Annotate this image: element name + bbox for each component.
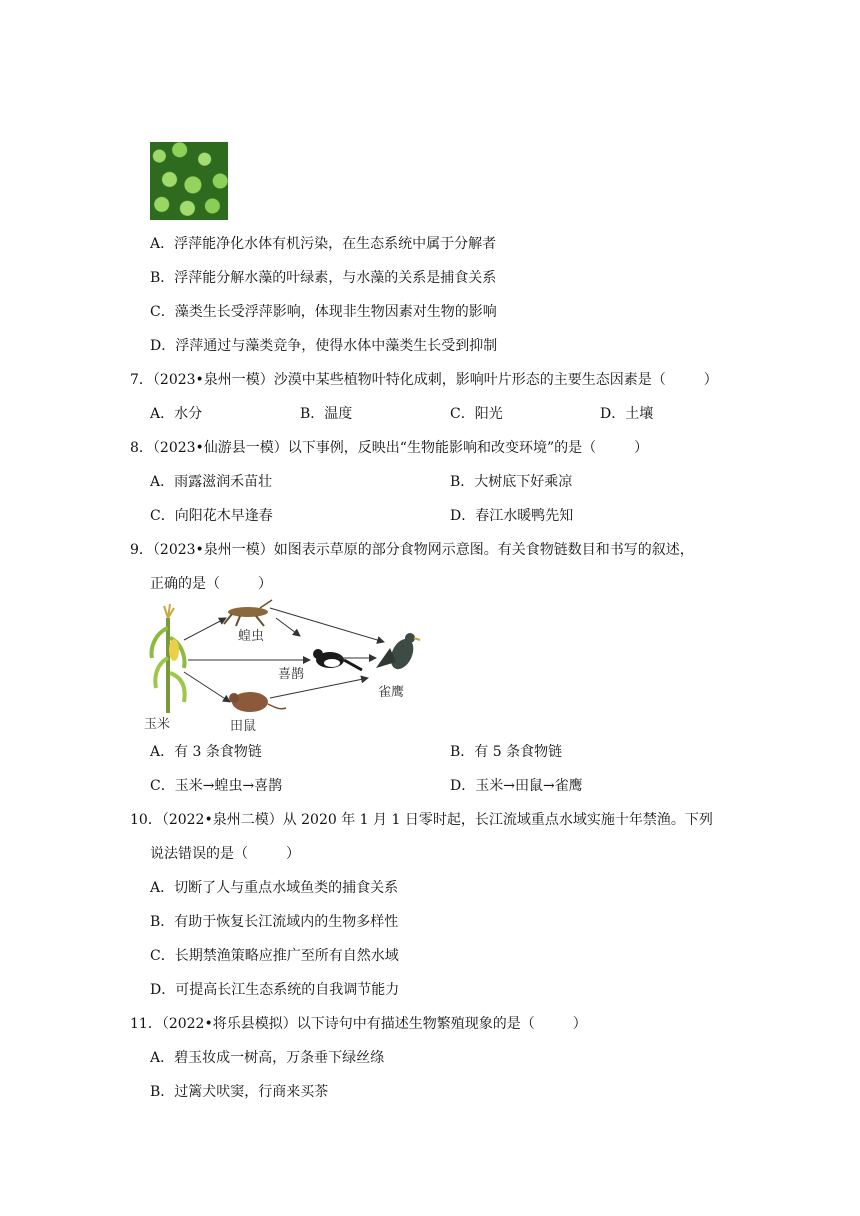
q11-stem xyxy=(130,1014,587,1034)
q11-option-a: A．碧玉妆成一树高，万条垂下绿丝绦 xyxy=(150,1050,385,1066)
q9-option-d: D．玉米→田鼠→雀鹰 xyxy=(450,778,583,794)
q9-stem-line2 xyxy=(150,574,272,594)
q9-stem: 9．（2023•泉州一模）如图表示草原的部分食物网示意图。有关食物链数目和书写的叙述， xyxy=(130,542,694,558)
locust-icon xyxy=(224,600,272,626)
q8-stem-end: ） xyxy=(634,440,649,456)
q7-option-d: D．土壤 xyxy=(600,406,654,422)
corn-icon xyxy=(152,604,185,713)
arrow-locust-magpie xyxy=(276,618,300,636)
q8-option-a: A．雨露滋润禾苗壮 xyxy=(150,474,273,490)
food-web-diagram xyxy=(140,598,430,738)
q9-option-b: B．有 5 条食物链 xyxy=(450,744,563,760)
q10-option-b: B．有助于恢复长江流域内的生物多样性 xyxy=(150,914,399,930)
q10-stem-end: ） xyxy=(286,846,300,862)
arrow-locust-hawk xyxy=(270,608,384,642)
q10-stem-line2-text: 说法错误的是（ xyxy=(150,846,248,862)
q11-stem-text: 11．（2022•将乐县模拟）以下诗句中有描述生物繁殖现象的是（ xyxy=(130,1016,535,1032)
q11-stem-end: ） xyxy=(572,1016,587,1032)
q6-option-c: C．藻类生长受浮萍影响，体现非生物因素对生物的影响 xyxy=(150,304,497,320)
q7-stem-end: ） xyxy=(703,372,718,388)
label-locust: 蝗虫 xyxy=(238,629,265,644)
label-corn: 玉米 xyxy=(144,717,171,732)
q7-options xyxy=(150,404,750,424)
arrow-corn-locust xyxy=(184,618,226,640)
label-magpie: 喜鹊 xyxy=(278,667,305,682)
q8-option-b: B．大树底下好乘凉 xyxy=(450,474,573,490)
q10-option-a: A．切断了人与重点水域鱼类的捕食关系 xyxy=(150,880,399,896)
hawk-icon xyxy=(376,633,420,673)
magpie-icon xyxy=(313,649,362,670)
q7-option-b: B．温度 xyxy=(300,406,353,422)
q8-stem-text: 8．（2023•仙游县一模）以下事例，反映出“生物能影响和改变环境”的是（ xyxy=(130,440,597,456)
label-hawk: 雀鹰 xyxy=(378,685,405,700)
q9-option-c: C．玉米→蝗虫→喜鹊 xyxy=(150,778,283,794)
q9-stem-line2-text: 正确的是（ xyxy=(150,576,220,592)
q10-option-c: C．长期禁渔策略应推广至所有自然水域 xyxy=(150,948,399,964)
q6-option-b: B．浮萍能分解水藻的叶绿素，与水藻的关系是捕食关系 xyxy=(150,270,497,286)
mouse-icon xyxy=(229,692,286,712)
duckweed-photo xyxy=(150,142,228,220)
q7-stem-text: 7．（2023•泉州一模）沙漠中某些植物叶特化成刺，影响叶片形态的主要生态因素是（ xyxy=(130,372,666,388)
q6-option-d: D．浮萍通过与藻类竞争，使得水体中藻类生长受到抑制 xyxy=(150,338,498,354)
q10-stem-line2 xyxy=(150,844,300,864)
q10-option-d: D．可提高长江生态系统的自我调节能力 xyxy=(150,982,400,998)
q7-option-c: C．阳光 xyxy=(450,406,503,422)
q8-stem xyxy=(130,438,648,458)
arrow-corn-mouse xyxy=(184,672,230,702)
q6-option-a: A．浮萍能净化水体有机污染，在生态系统中属于分解者 xyxy=(150,236,497,252)
q9-stem-end: ） xyxy=(258,576,272,592)
q7-stem xyxy=(130,370,718,390)
q7-option-a: A．水分 xyxy=(150,406,203,422)
q8-option-d: D．春江水暖鸭先知 xyxy=(450,508,574,524)
q10-stem: 10．（2022•泉州二模）从 2020 年 1 月 1 日零时起，长江流域重点水域实施十年禁渔。下列 xyxy=(130,812,713,828)
q11-option-b: B．过篱犬吠窦，行商来买茶 xyxy=(150,1084,329,1100)
label-mouse: 田鼠 xyxy=(230,719,257,734)
q9-option-a: A．有 3 条食物链 xyxy=(150,744,262,760)
q8-option-c: C．向阳花木早逢春 xyxy=(150,508,273,524)
